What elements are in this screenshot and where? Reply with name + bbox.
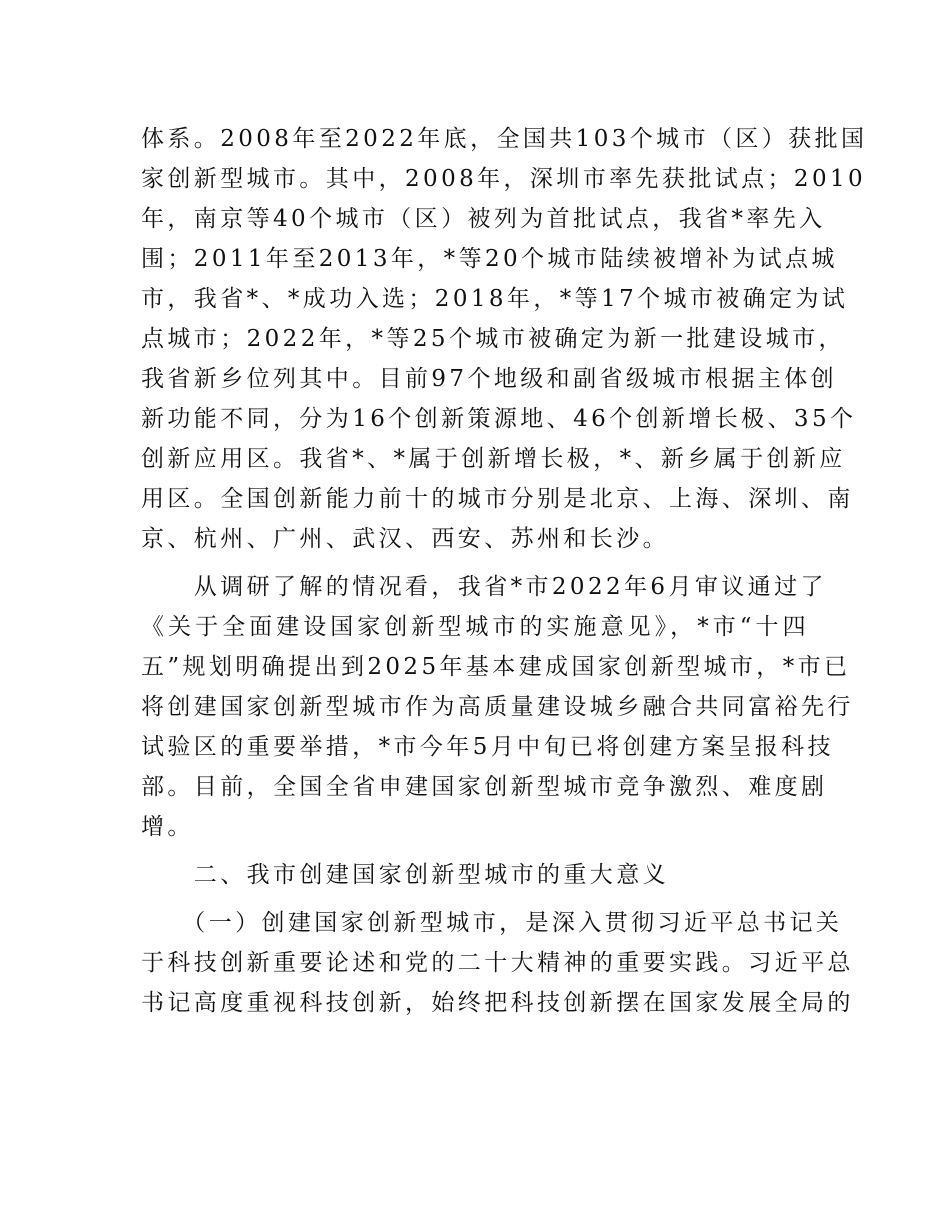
text-line: 年，南京等40个城市（区）被列为首批试点，我省*率先入 xyxy=(141,206,826,232)
text-line: 体系。2008年至2022年底，全国共103个城市（区）获批国 xyxy=(141,126,868,152)
text-line: （一）创建国家创新型城市，是深入贯彻习近平总书记关 xyxy=(141,910,843,936)
text-line: 市，我省*、*成功入选；2018年，*等17个城市被确定为试 xyxy=(141,286,849,312)
document-page xyxy=(141,119,868,1031)
text-line: 于科技创新重要论述和党的二十大精神的重要实践。习近平总 xyxy=(141,950,854,976)
text-line: 书记高度重视科技创新，始终把科技创新摆在国家发展全局的 xyxy=(141,990,854,1016)
text-line: 我省新乡位列其中。目前97个地级和副省级城市根据主体创 xyxy=(141,366,838,392)
text-line: 从调研了解的情况看，我省*市2022年6月审议通过了 xyxy=(141,574,827,600)
text-line: 五”规划明确提出到2025年基本建成国家创新型城市，*市已 xyxy=(141,654,851,680)
text-line: 《关于全面建设国家创新型城市的实施意见》，*市“十四 xyxy=(141,614,809,640)
text-line: 京、杭州、广州、武汉、西安、苏州和长沙。 xyxy=(141,526,669,552)
text-line: 试验区的重要举措，*市今年5月中旬已将创建方案呈报科技 xyxy=(141,734,834,760)
section-heading xyxy=(141,855,809,895)
paragraph-significance-one xyxy=(141,903,854,1023)
text-line: 家创新型城市。其中，2008年，深圳市率先获批试点；2010 xyxy=(141,166,867,192)
section-heading-text: 二、我市创建国家创新型城市的重大意义 xyxy=(141,862,669,888)
text-line: 点城市；2022年，*等25个城市被确定为新一批建设城市， xyxy=(141,326,845,352)
text-line: 增。 xyxy=(141,814,194,840)
paragraph-innovative-cities-overview xyxy=(141,119,868,559)
paragraph-research-findings xyxy=(141,567,854,847)
text-line: 围；2011年至2013年，*等20个城市陆续被增补为试点城 xyxy=(141,246,838,272)
text-line: 创新应用区。我省*、*属于创新增长极，*、新乡属于创新应 xyxy=(141,446,846,472)
text-line: 新功能不同，分为16个创新策源地、46个创新增长极、35个 xyxy=(141,406,857,432)
text-line: 部。目前，全国全省申建国家创新型城市竞争激烈、难度剧 xyxy=(141,774,828,800)
text-line: 将创建国家创新型城市作为高质量建设城乡融合共同富裕先行 xyxy=(141,694,854,720)
text-line: 用区。全国创新能力前十的城市分别是北京、上海、深圳、南 xyxy=(141,486,854,512)
